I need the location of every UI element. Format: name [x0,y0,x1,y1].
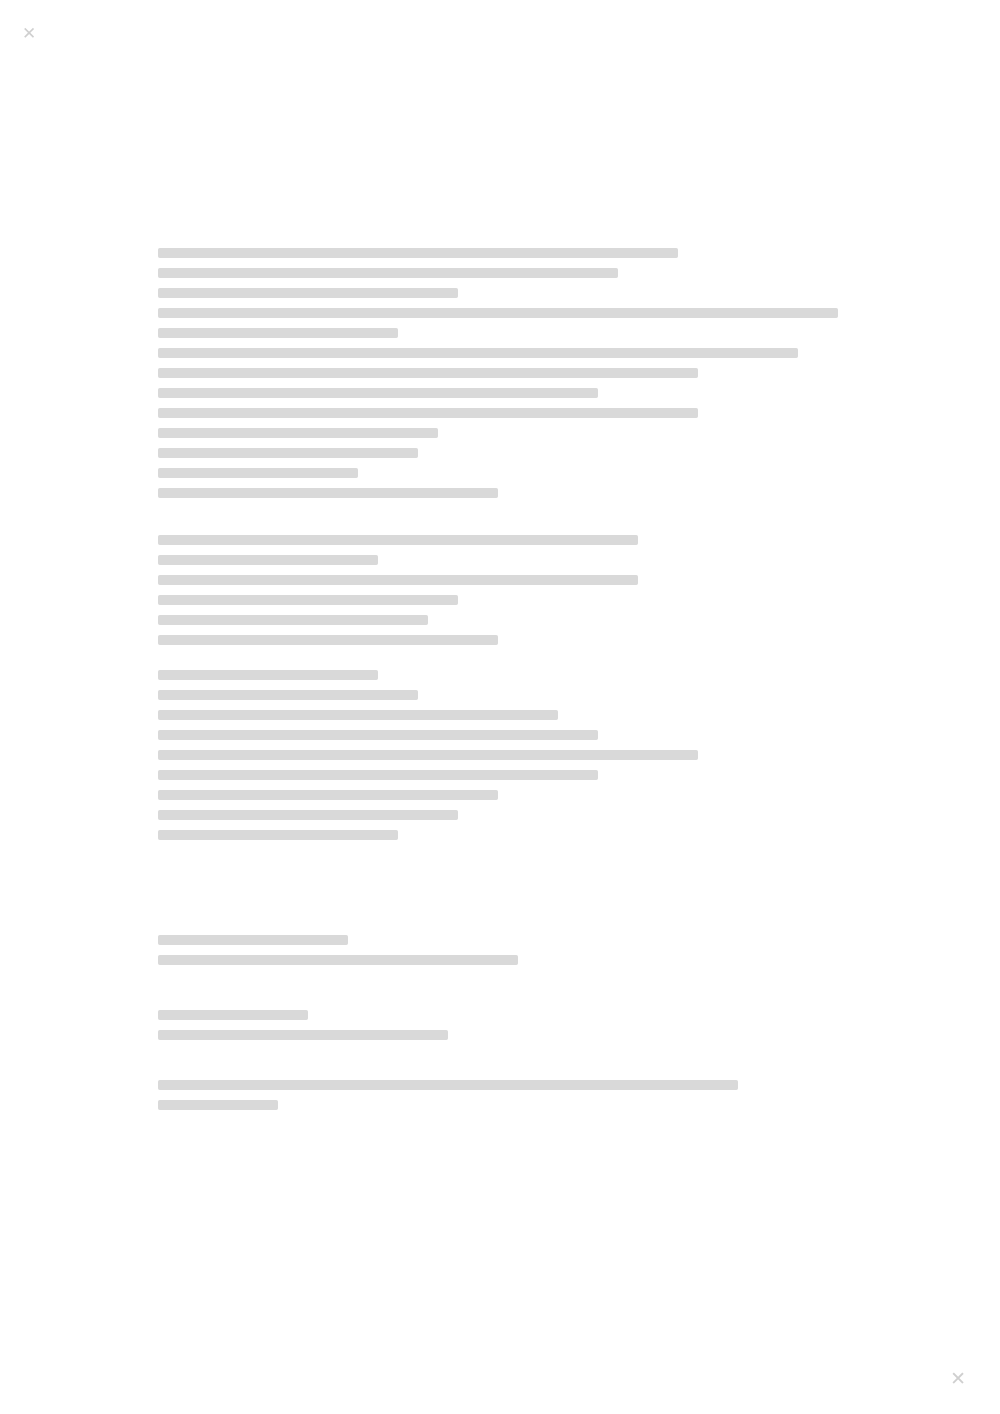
content-placeholder [158,535,878,553]
content-placeholder [158,670,878,688]
content-placeholder [158,1080,878,1098]
content-placeholder [158,1010,878,1028]
content-placeholder [158,935,878,953]
watermark-top-left [22,24,38,44]
watermark-bottom-right [950,1368,968,1390]
watermark-logo-icon: ✕ [950,1368,966,1390]
content-placeholder [158,248,878,266]
watermark-logo-icon: ✕ [22,24,37,44]
